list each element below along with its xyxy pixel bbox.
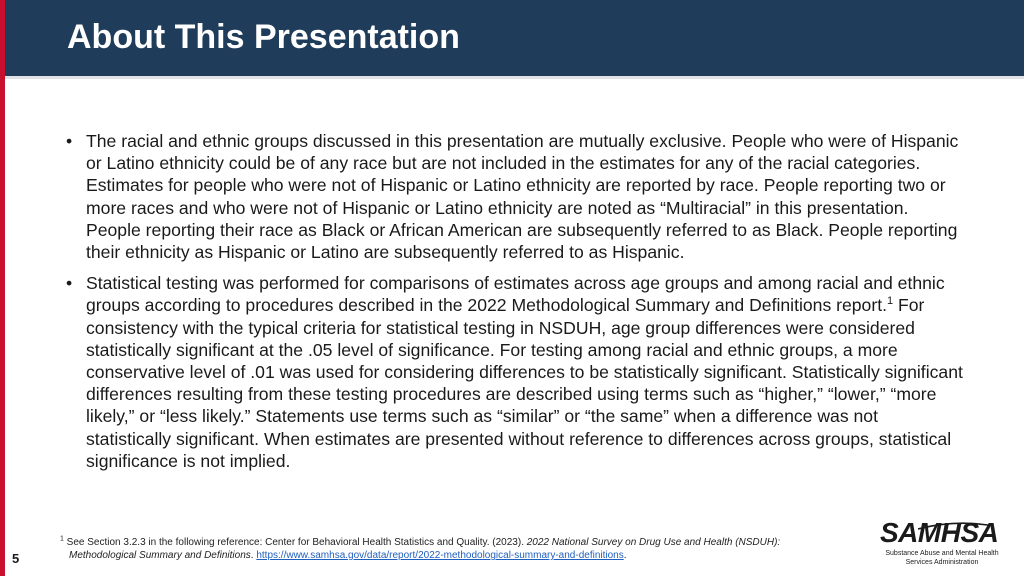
footnote-reference: 1	[886, 295, 894, 308]
footnote	[60, 536, 850, 562]
footnote-title-part2: Methodological Summary and Definitions	[69, 550, 251, 561]
title-divider	[5, 76, 1024, 79]
footnote-line-1	[60, 536, 850, 549]
footnote-marker: 1	[60, 535, 64, 543]
footnote-line-2	[60, 549, 850, 562]
bullet-dot-icon: •	[66, 273, 73, 294]
bullet-text: The racial and ethnic groups discussed in this presentation are mutually exclusive. People who were of Hispanic or Latino ethnicity could be of any race but are not included in the estimates for any of the racial categories. Estimates for people who were not of Hispanic or Latino ethnicity are reported by race. People reporting two or more races and who were not of Hispanic or Latino ethnicity are noted as “Multiracial” in this presentation. People reporting their race as Black or African American are subsequently referred to as Black. People reporting their ethnicity as Hispanic or Latino are subsequently referred to as Hispanic.	[86, 131, 959, 263]
footnote-text-mid: .	[250, 550, 257, 561]
bullet-text-after: For consistency with the typical criteria for statistical testing in NSDUH, age group differences were considered statistically significant at the .05 level of significance. For testing among racial and ethnic groups, a more conservative level of .01 was used for considering differences to be statistically significant. Statistically significant differences resulting from these testing procedures are described using terms such as “higher,” “lower,” “more likely,” or “less likely.” Statements use terms such as “similar” or “the same” when a difference was not statistically significant. When estimates are presented without reference to differences across groups, statistical significance is not implied.	[86, 295, 963, 471]
bullet-text-before: Statistical testing was performed for comparisons of estimates across age groups and among racial and ethnic groups according to procedures described in the 2022 Methodological Summary and Definitions report.	[86, 273, 945, 316]
left-accent-bar	[0, 0, 5, 576]
logo-swoosh-icon	[918, 522, 988, 530]
page-title: About This Presentation	[67, 18, 460, 56]
logo-wordmark: SAMHSA	[880, 517, 999, 548]
footnote-text-after: .	[623, 550, 627, 561]
bullet-list	[64, 130, 964, 472]
samhsa-logo	[880, 518, 1004, 570]
page-number: 5	[12, 551, 20, 566]
logo-subtitle-line-1: Substance Abuse and Mental Health	[885, 550, 999, 557]
footnote-link[interactable]: https://www.samhsa.gov/data/report/2022-methodological-summary-and-definitions	[256, 550, 624, 561]
logo-subtitle	[880, 549, 1004, 567]
bullet-racial-ethnic-groups	[64, 130, 964, 263]
title-bar	[5, 0, 1024, 76]
footnote-text-before: See Section 3.2.3 in the following reference: Center for Behavioral Health Statistics and Quality. (2023).	[63, 537, 527, 548]
bullet-statistical-testing	[64, 272, 964, 472]
footnote-title-part1: 2022 National Survey on Drug Use and Health (NSDUH):	[526, 537, 781, 548]
content-area	[64, 130, 964, 481]
bullet-dot-icon: •	[66, 131, 73, 151]
logo-subtitle-line-2: Services Administration	[905, 559, 979, 566]
